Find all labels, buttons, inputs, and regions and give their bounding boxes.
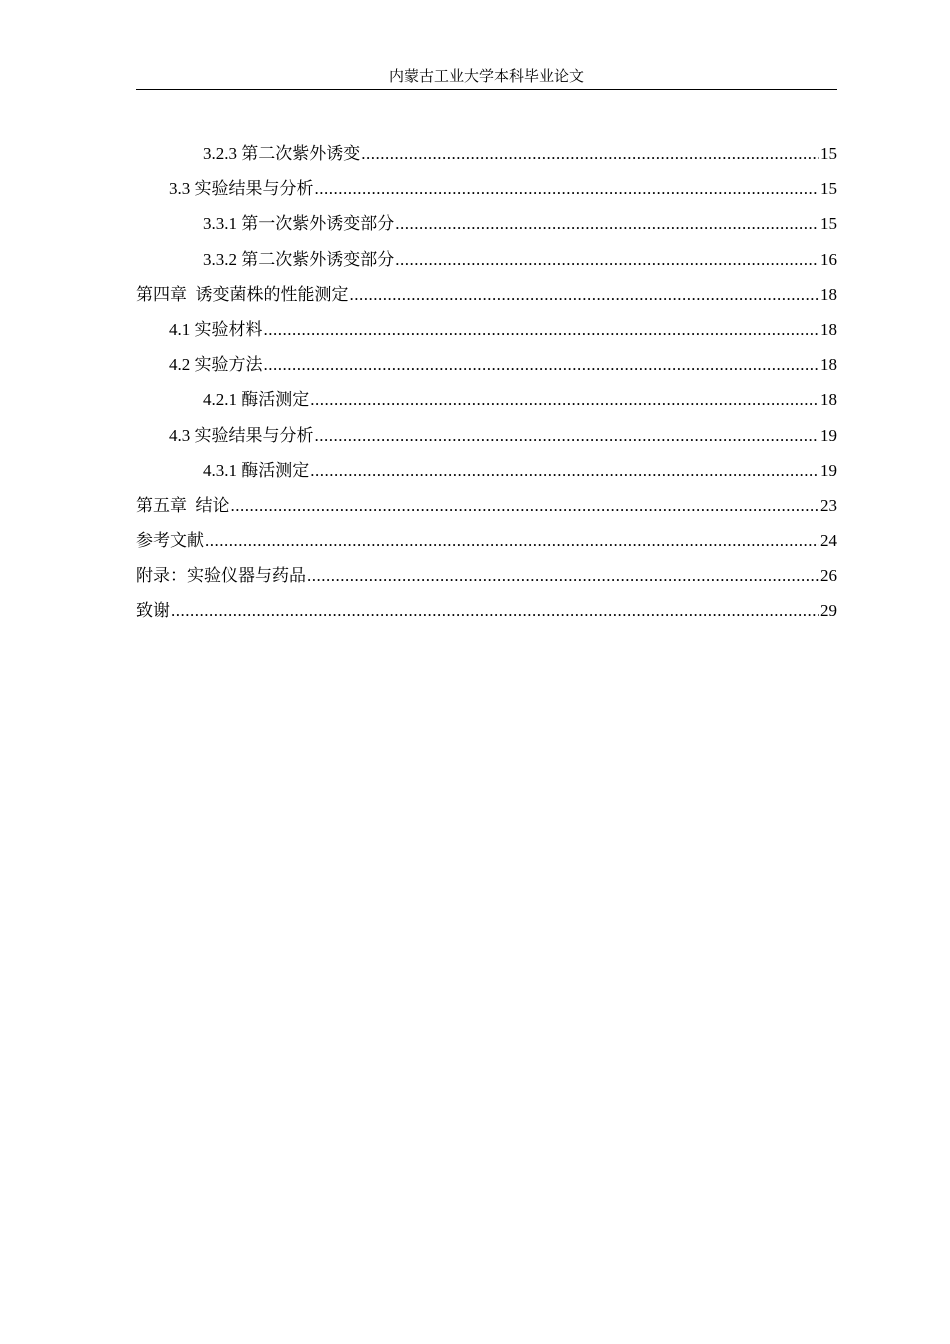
toc-entry[interactable] [136, 317, 837, 352]
toc-entry-title: 4.3 实验结果与分析 [169, 425, 314, 445]
toc-dot-leader [315, 176, 820, 202]
toc-entry[interactable] [136, 387, 837, 422]
toc-dot-leader [395, 247, 819, 273]
toc-dot-leader [264, 317, 820, 343]
toc-entry-title: 3.2.3 第二次紫外诱变 [203, 144, 361, 163]
toc-entry-page: 16 [820, 249, 837, 269]
toc-entry[interactable] [136, 352, 837, 387]
toc-dot-leader [350, 282, 820, 308]
toc-entry-page: 29 [820, 601, 837, 621]
toc-entry-title: 附录：实验仪器与药品 [136, 566, 306, 586]
toc-entry-page: 18 [820, 284, 837, 304]
toc-dot-leader [264, 352, 820, 378]
toc-entry-page: 19 [820, 425, 837, 445]
table-of-contents [136, 141, 837, 634]
toc-entry-title: 3.3 实验结果与分析 [169, 179, 314, 199]
toc-entry[interactable] [136, 458, 837, 493]
page-header [136, 68, 837, 90]
toc-entry-page: 15 [820, 214, 837, 234]
toc-entry-title: 第四章 诱变菌株的性能测定 [136, 284, 349, 304]
toc-dot-leader [307, 563, 819, 589]
toc-entry-page: 15 [820, 179, 837, 199]
toc-entry-page: 18 [820, 319, 837, 339]
toc-entry-page: 23 [820, 495, 837, 515]
toc-dot-leader [315, 423, 820, 449]
toc-entry[interactable] [136, 282, 837, 317]
toc-entry[interactable] [136, 563, 837, 598]
toc-dot-leader [171, 598, 819, 624]
toc-entry[interactable] [136, 598, 837, 633]
toc-entry-title: 4.2.1 酶活测定 [203, 390, 310, 410]
toc-entry-title: 4.2 实验方法 [169, 355, 263, 375]
toc-entry-page: 19 [820, 460, 837, 480]
toc-entry-page: 26 [820, 566, 837, 586]
toc-entry-title: 致谢 [136, 601, 170, 621]
toc-dot-leader [310, 387, 819, 413]
toc-entry[interactable] [136, 493, 837, 528]
toc-entry-title: 参考文献 [136, 531, 204, 551]
toc-entry-title: 3.3.1 第一次紫外诱变部分 [203, 214, 395, 234]
toc-dot-leader [231, 493, 820, 519]
toc-entry[interactable] [136, 141, 837, 176]
toc-entry[interactable] [136, 423, 837, 458]
toc-dot-leader [361, 141, 819, 167]
toc-entry-title: 4.3.1 酶活测定 [203, 460, 310, 480]
toc-dot-leader [395, 211, 819, 237]
toc-entry[interactable] [136, 176, 837, 211]
toc-entry-page: 24 [820, 531, 837, 551]
toc-entry[interactable] [136, 211, 837, 246]
toc-entry-title: 4.1 实验材料 [169, 319, 263, 339]
toc-entry-title: 3.3.2 第二次紫外诱变部分 [203, 249, 395, 269]
toc-entry-page: 15 [820, 144, 837, 163]
header-title: 内蒙古工业大学本科毕业论文 [388, 69, 584, 85]
toc-dot-leader [310, 458, 819, 484]
toc-entry-page: 18 [820, 390, 837, 410]
toc-entry-page: 18 [820, 355, 837, 375]
toc-entry[interactable] [136, 247, 837, 282]
toc-dot-leader [205, 528, 819, 554]
toc-entry-title: 第五章 结论 [136, 495, 230, 515]
toc-entry[interactable] [136, 528, 837, 563]
